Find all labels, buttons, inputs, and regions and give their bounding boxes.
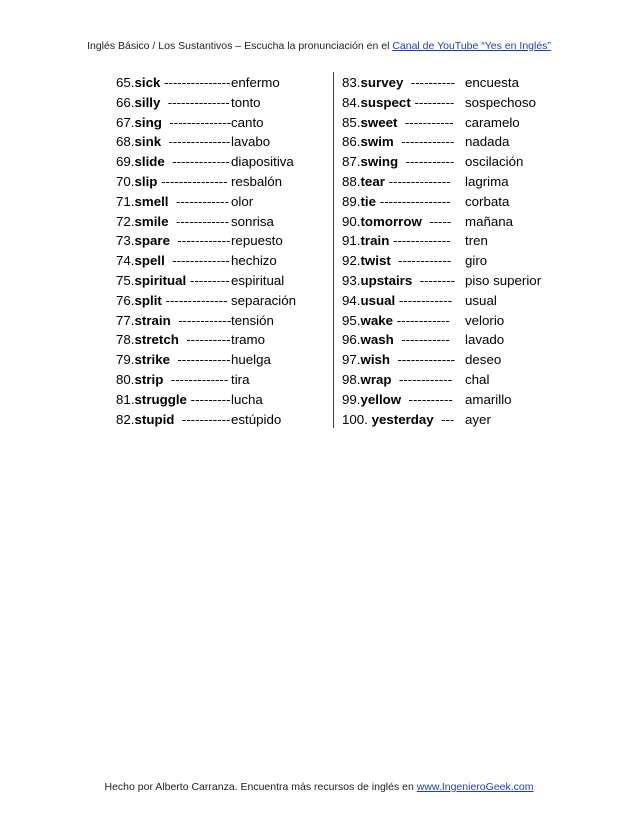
- vocab-entry: [116, 172, 331, 192]
- entry-number: 68.: [116, 134, 135, 150]
- entry-translation: resbalón: [231, 173, 283, 189]
- entry-number: 79.: [116, 352, 135, 368]
- entry-number: 97.: [342, 352, 361, 368]
- entry-dashes: ----------: [403, 75, 456, 90]
- entry-translation: hechizo: [231, 253, 277, 269]
- vocab-entry: [342, 390, 572, 410]
- entry-word: slide: [134, 154, 165, 170]
- vocab-entry: [116, 350, 331, 370]
- entry-translation: oscilación: [465, 154, 524, 170]
- entry-word: wash: [360, 332, 394, 348]
- entry-word: train: [360, 233, 390, 249]
- entry-dashes: ---------------: [160, 75, 231, 90]
- entry-dashes: ------------: [170, 312, 232, 328]
- entry-word: stretch: [134, 332, 179, 348]
- entry-dashes: -----------: [393, 332, 450, 348]
- entry-number: 90.: [342, 213, 361, 229]
- entry-dashes: ----------: [178, 332, 231, 348]
- entry-number: 89.: [342, 193, 361, 209]
- entry-word: stupid: [134, 411, 175, 427]
- vocab-entry: [342, 330, 572, 350]
- entry-dashes: ---------: [410, 94, 455, 110]
- entry-number: 93.: [342, 272, 361, 288]
- entry-number: 88.: [342, 173, 361, 189]
- vocab-entry: [116, 152, 331, 172]
- vocab-entry: [342, 73, 572, 93]
- vocab-entry: [116, 370, 331, 390]
- vocab-entry: [342, 152, 572, 172]
- vocab-entry: [116, 132, 331, 152]
- entry-dashes: --------------: [161, 114, 232, 130]
- entry-translation: amarillo: [465, 391, 512, 407]
- entry-number: 67.: [116, 114, 135, 130]
- entry-translation: deseo: [465, 352, 502, 368]
- entry-word: strain: [134, 312, 171, 328]
- entry-number: 65.: [116, 75, 135, 90]
- entry-dashes: ------------: [390, 253, 452, 269]
- entry-translation: tira: [231, 371, 250, 387]
- vocab-entry: [116, 113, 331, 133]
- page-header: [0, 40, 638, 52]
- entry-dashes: -----------: [174, 411, 231, 427]
- entry-number: 87.: [342, 154, 361, 170]
- entry-translation: lagrima: [465, 173, 509, 189]
- entry-word: silly: [134, 94, 161, 110]
- entry-translation: corbata: [465, 193, 510, 209]
- vocab-entry: [342, 410, 572, 430]
- vocab-entry: [116, 212, 331, 232]
- entry-translation: nadada: [465, 134, 510, 150]
- vocab-entry: [342, 251, 572, 271]
- entry-translation: usual: [465, 292, 497, 308]
- entry-dashes: -------------: [164, 154, 230, 170]
- entry-word: sick: [134, 75, 161, 90]
- entry-dashes: ------------: [169, 233, 231, 249]
- entry-translation: caramelo: [465, 114, 520, 130]
- entry-dashes: ------------: [168, 193, 230, 209]
- vocab-entry: [116, 311, 331, 331]
- vocab-entry: [116, 271, 331, 291]
- entry-word: slip: [134, 173, 158, 189]
- vocab-entry: [342, 132, 572, 152]
- entry-translation: olor: [231, 193, 254, 209]
- entry-dashes: -----------: [397, 114, 454, 130]
- entry-dashes: -------------: [164, 253, 230, 269]
- entry-translation: enfermo: [231, 75, 280, 90]
- entry-dashes: -----------: [398, 154, 455, 170]
- entry-word: spiritual: [134, 272, 187, 288]
- entry-word: swim: [360, 134, 394, 150]
- entry-word: wrap: [360, 371, 392, 387]
- entry-translation: tonto: [231, 94, 261, 110]
- entry-translation: tren: [465, 233, 488, 249]
- entry-word: smell: [134, 193, 169, 209]
- entry-translation: repuesto: [231, 233, 283, 249]
- column-divider: [333, 72, 334, 428]
- entry-number: 85.: [342, 114, 361, 130]
- vocab-entry: [116, 410, 331, 430]
- vocab-entry: [116, 93, 331, 113]
- entry-number: 81.: [116, 391, 135, 407]
- entry-word: yesterday: [371, 411, 434, 427]
- vocab-entry: [342, 93, 572, 113]
- entry-dashes: ------------: [168, 213, 230, 229]
- entry-number: 98.: [342, 371, 361, 387]
- entry-word: strike: [134, 352, 170, 368]
- vocab-entry: [116, 73, 331, 93]
- entry-word: swing: [360, 154, 399, 170]
- entry-number: 92.: [342, 253, 361, 269]
- entry-word: split: [134, 292, 162, 308]
- entry-number: 100.: [342, 411, 372, 427]
- entry-number: 77.: [116, 312, 135, 328]
- entry-dashes: ------------: [393, 134, 455, 150]
- entry-translation: piso superior: [465, 272, 542, 288]
- entry-dashes: ------------: [169, 352, 231, 368]
- entry-translation: mañana: [465, 213, 514, 229]
- entry-translation: encuesta: [465, 75, 519, 90]
- entry-number: 66.: [116, 94, 135, 110]
- entry-number: 82.: [116, 411, 135, 427]
- entry-dashes: -------------: [390, 352, 456, 368]
- vocab-entry: [116, 251, 331, 271]
- entry-word: usual: [360, 292, 396, 308]
- entry-number: 76.: [116, 292, 135, 308]
- vocab-entry: [342, 231, 572, 251]
- entry-number: 83.: [342, 75, 361, 90]
- entry-translation: lavado: [465, 332, 505, 348]
- youtube-channel-link[interactable]: Canal de YouTube “Yes en Inglés”: [392, 40, 551, 52]
- entry-number: 94.: [342, 292, 361, 308]
- entry-word: sweet: [360, 114, 398, 130]
- entry-word: spell: [134, 253, 165, 269]
- entry-translation: estúpido: [231, 411, 282, 427]
- entry-word: struggle: [134, 391, 187, 407]
- entry-translation: sonrisa: [231, 213, 274, 229]
- entry-translation: lavabo: [231, 134, 271, 150]
- entry-word: wake: [360, 312, 394, 328]
- entry-number: 91.: [342, 233, 361, 249]
- vocab-entry: [116, 390, 331, 410]
- entry-number: 78.: [116, 332, 135, 348]
- entry-translation: espiritual: [231, 272, 285, 288]
- vocab-column-right: [342, 73, 572, 429]
- entry-dashes: -----: [421, 213, 452, 229]
- entry-translation: ayer: [465, 411, 491, 427]
- entry-dashes: --------------: [161, 292, 228, 308]
- entry-word: twist: [360, 253, 391, 269]
- entry-translation: lucha: [231, 391, 263, 407]
- entry-translation: tensión: [231, 312, 274, 328]
- vocab-column-left: [116, 73, 331, 429]
- header-text: Inglés Básico / Los Sustantivos – Escucha la pronunciación en el: [87, 40, 393, 52]
- entry-translation: huelga: [231, 352, 271, 368]
- vocab-entry: [116, 231, 331, 251]
- entry-dashes: ---: [433, 411, 455, 427]
- entry-word: yellow: [360, 391, 402, 407]
- entry-number: 80.: [116, 371, 135, 387]
- vocab-entry: [342, 172, 572, 192]
- entry-dashes: ---------: [186, 391, 231, 407]
- entry-word: wish: [360, 352, 391, 368]
- entry-dashes: -------------: [389, 233, 451, 249]
- entry-dashes: ----------------: [376, 193, 451, 209]
- page-footer: [0, 781, 638, 793]
- entry-dashes: ------------: [391, 371, 453, 387]
- entry-number: 86.: [342, 134, 361, 150]
- entry-word: survey: [360, 75, 404, 90]
- entry-dashes: --------: [412, 272, 456, 288]
- entry-dashes: ---------------: [157, 173, 228, 189]
- entry-number: 72.: [116, 213, 135, 229]
- entry-word: smile: [134, 213, 169, 229]
- vocab-entry: [342, 291, 572, 311]
- website-link[interactable]: www.IngenieroGeek.com: [416, 781, 534, 793]
- entry-word: tie: [360, 193, 377, 209]
- entry-dashes: --------------: [161, 134, 231, 150]
- vocab-entry: [342, 370, 572, 390]
- vocab-entry: [116, 330, 331, 350]
- vocab-entry: [116, 291, 331, 311]
- entry-translation: velorio: [465, 312, 505, 328]
- vocab-entry: [342, 311, 572, 331]
- entry-dashes: --------------: [384, 173, 451, 189]
- entry-number: 71.: [116, 193, 135, 209]
- entry-translation: giro: [465, 253, 488, 269]
- entry-word: tear: [360, 173, 385, 189]
- entry-word: strip: [134, 371, 164, 387]
- entry-translation: separación: [231, 292, 297, 308]
- entry-dashes: ------------: [393, 312, 450, 328]
- entry-translation: sospechoso: [465, 94, 536, 110]
- footer-text: Hecho por Alberto Carranza. Encuentra más recursos de inglés en: [104, 781, 417, 793]
- entry-number: 95.: [342, 312, 361, 328]
- entry-word: sink: [134, 134, 162, 150]
- entry-number: 99.: [342, 391, 361, 407]
- entry-dashes: -------------: [163, 371, 229, 387]
- entry-translation: canto: [231, 114, 264, 130]
- entry-word: sing: [134, 114, 162, 130]
- entry-translation: chal: [465, 371, 490, 387]
- entry-word: spare: [134, 233, 170, 249]
- vocab-entry: [116, 192, 331, 212]
- entry-translation: diapositiva: [231, 154, 294, 170]
- vocab-entry: [342, 192, 572, 212]
- entry-dashes: ------------: [395, 292, 453, 308]
- entry-dashes: ----------: [401, 391, 453, 407]
- vocab-entry: [342, 350, 572, 370]
- vocab-entry: [342, 113, 572, 133]
- entry-translation: tramo: [231, 332, 265, 348]
- entry-dashes: --------------: [160, 94, 230, 110]
- entry-dashes: ---------: [186, 272, 230, 288]
- entry-word: suspect: [360, 94, 411, 110]
- entry-number: 84.: [342, 94, 361, 110]
- entry-number: 69.: [116, 154, 135, 170]
- entry-number: 73.: [116, 233, 135, 249]
- entry-number: 74.: [116, 253, 135, 269]
- entry-number: 75.: [116, 272, 135, 288]
- vocab-entry: [342, 212, 572, 232]
- entry-number: 96.: [342, 332, 361, 348]
- entry-word: tomorrow: [360, 213, 422, 229]
- entry-word: upstairs: [360, 272, 413, 288]
- vocab-entry: [342, 271, 572, 291]
- entry-number: 70.: [116, 173, 135, 189]
